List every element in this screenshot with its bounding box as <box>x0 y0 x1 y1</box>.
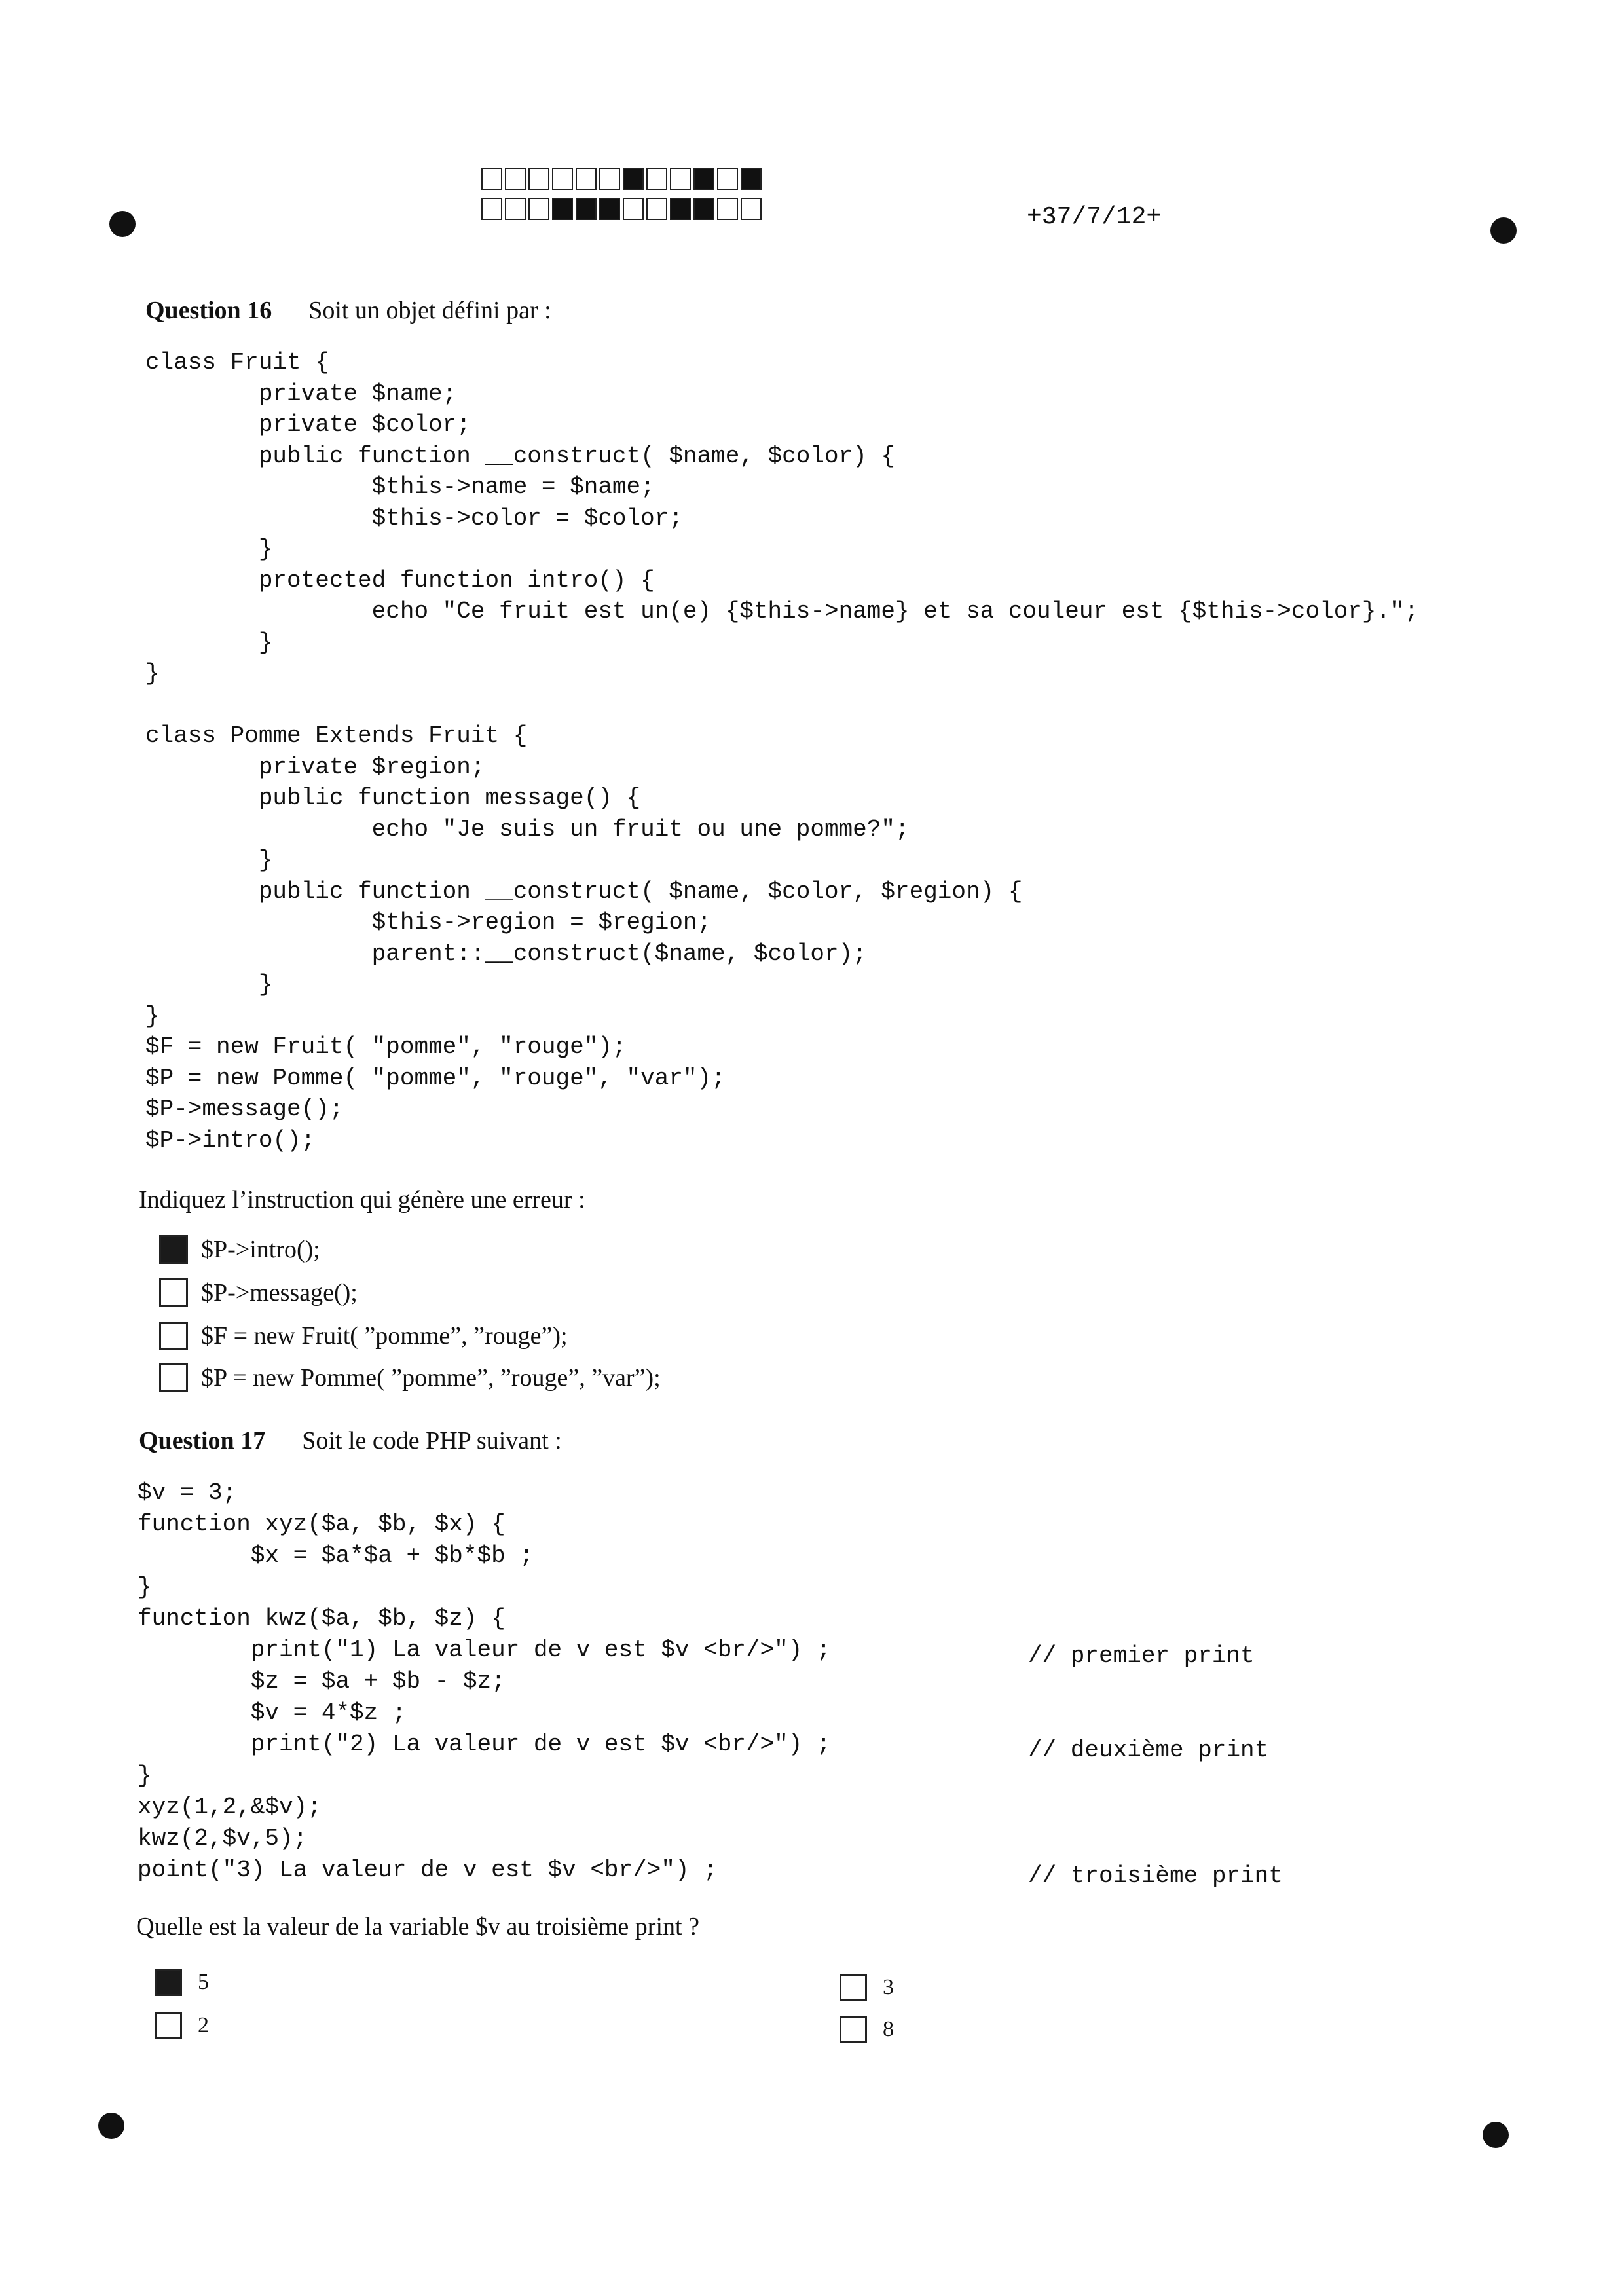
barcode-cell <box>552 168 573 190</box>
option-label: $P->message(); <box>201 1279 358 1306</box>
barcode-cell <box>741 168 762 190</box>
option-checkbox[interactable] <box>159 1363 188 1392</box>
barcode-cell <box>670 198 691 220</box>
registration-mark-top-left <box>109 211 136 237</box>
option-checkbox[interactable] <box>155 2012 182 2039</box>
question-16-option-2[interactable] <box>159 1278 358 1307</box>
option-label: $F = new Fruit( ”pomme”, ”rouge”); <box>201 1322 568 1350</box>
question-17-intro: Soit le code PHP suivant : <box>302 1427 562 1454</box>
barcode-cell <box>646 168 667 190</box>
barcode-cell <box>599 198 620 220</box>
question-16-prompt: Indiquez l’instruction qui génère une erreur : <box>139 1186 585 1213</box>
option-label: 2 <box>198 2013 209 2037</box>
barcode-cell <box>528 168 549 190</box>
option-checkbox[interactable] <box>840 1974 867 2001</box>
registration-mark-bottom-left <box>98 2113 124 2139</box>
barcode-cell <box>552 198 573 220</box>
option-checkbox[interactable] <box>159 1278 188 1307</box>
barcode-cell <box>576 168 597 190</box>
option-label: $P = new Pomme( ”pomme”, ”rouge”, ”var”); <box>201 1364 661 1392</box>
option-label: $P->intro(); <box>201 1236 320 1263</box>
barcode-cell <box>599 168 620 190</box>
comment-deuxieme-print: // deuxième print <box>1028 1737 1269 1764</box>
question-16-code: class Fruit { private $name; private $color; public function __construct( $name, $color) { $this->name = $name; $this->color = $color; } protected function intro() { echo "Ce fruit est un(e) {$this->name} et sa couleur est {$this->color}."; } } class Pomme Extends Fruit { private $region; public function message() { echo "Je suis un fruit ou une pomme?"; } public function __construct( $name, $color, $region) { $this->region = $region; parent::__construct($name, $color); } } $F = new Fruit( "pomme", "rouge"); $P = new Pomme( "pomme", "rouge", "var"); $P->message(); $P->intro(); <box>145 349 1419 1154</box>
registration-mark-top-right <box>1490 217 1517 244</box>
option-checkbox[interactable] <box>159 1322 188 1350</box>
barcode-cell <box>741 198 762 220</box>
barcode-cell <box>717 168 738 190</box>
comment-troisieme-print: // troisième print <box>1028 1862 1283 1889</box>
registration-mark-bottom-right <box>1483 2122 1509 2148</box>
question-17-option-3[interactable] <box>840 1974 894 2001</box>
question-17-option-2[interactable] <box>155 2012 209 2039</box>
barcode-row-bottom <box>481 198 764 220</box>
page-identifier: +37/7/12+ <box>1027 203 1162 231</box>
barcode-cell <box>481 198 502 220</box>
barcode-cell <box>505 168 526 190</box>
option-label: 8 <box>883 2017 894 2041</box>
question-16-option-4[interactable] <box>159 1363 661 1392</box>
comment-premier-print: // premier print <box>1028 1642 1255 1669</box>
barcode-cell <box>576 198 597 220</box>
question-16-intro: Soit un objet défini par : <box>308 297 551 324</box>
barcode-row-top <box>481 168 764 190</box>
question-17-label: Question 17 <box>139 1427 266 1454</box>
question-16-option-1[interactable] <box>159 1235 320 1264</box>
barcode-cell <box>505 198 526 220</box>
barcode-cell <box>693 198 714 220</box>
question-16-header <box>145 296 551 325</box>
question-17-code: $v = 3; function xyz($a, $b, $x) { $x = $a*$a + $b*$b ; } function kwz($a, $b, $z) { print("1) La valeur de v est $v <br/>") ; $z = $a + $b - $z; $v = 4*$z ; print("2) La valeur de v est $v <br/>") ; } xyz(1,2,&$v); kwz(2,$v,5); point("3) La valeur de v est $v <br/>") ; <box>138 1479 831 1883</box>
barcode-cell <box>693 168 714 190</box>
barcode-cell <box>623 168 644 190</box>
barcode-cell <box>623 198 644 220</box>
question-17-prompt: Quelle est la valeur de la variable $v au troisième print ? <box>136 1913 699 1940</box>
question-17-header <box>139 1426 562 1455</box>
question-16-option-3[interactable] <box>159 1322 568 1350</box>
barcode-cell <box>646 198 667 220</box>
option-checkbox[interactable] <box>840 2016 867 2043</box>
question-16-label: Question 16 <box>145 297 272 324</box>
barcode-cell <box>717 198 738 220</box>
barcode-cell <box>528 198 549 220</box>
question-17-option-8[interactable] <box>840 2016 894 2043</box>
option-checkbox[interactable] <box>155 1969 182 1996</box>
question-17-option-5[interactable] <box>155 1969 209 1996</box>
option-label: 5 <box>198 1970 209 1994</box>
barcode-cell <box>670 168 691 190</box>
option-label: 3 <box>883 1975 894 1999</box>
barcode-cell <box>481 168 502 190</box>
option-checkbox[interactable] <box>159 1235 188 1264</box>
